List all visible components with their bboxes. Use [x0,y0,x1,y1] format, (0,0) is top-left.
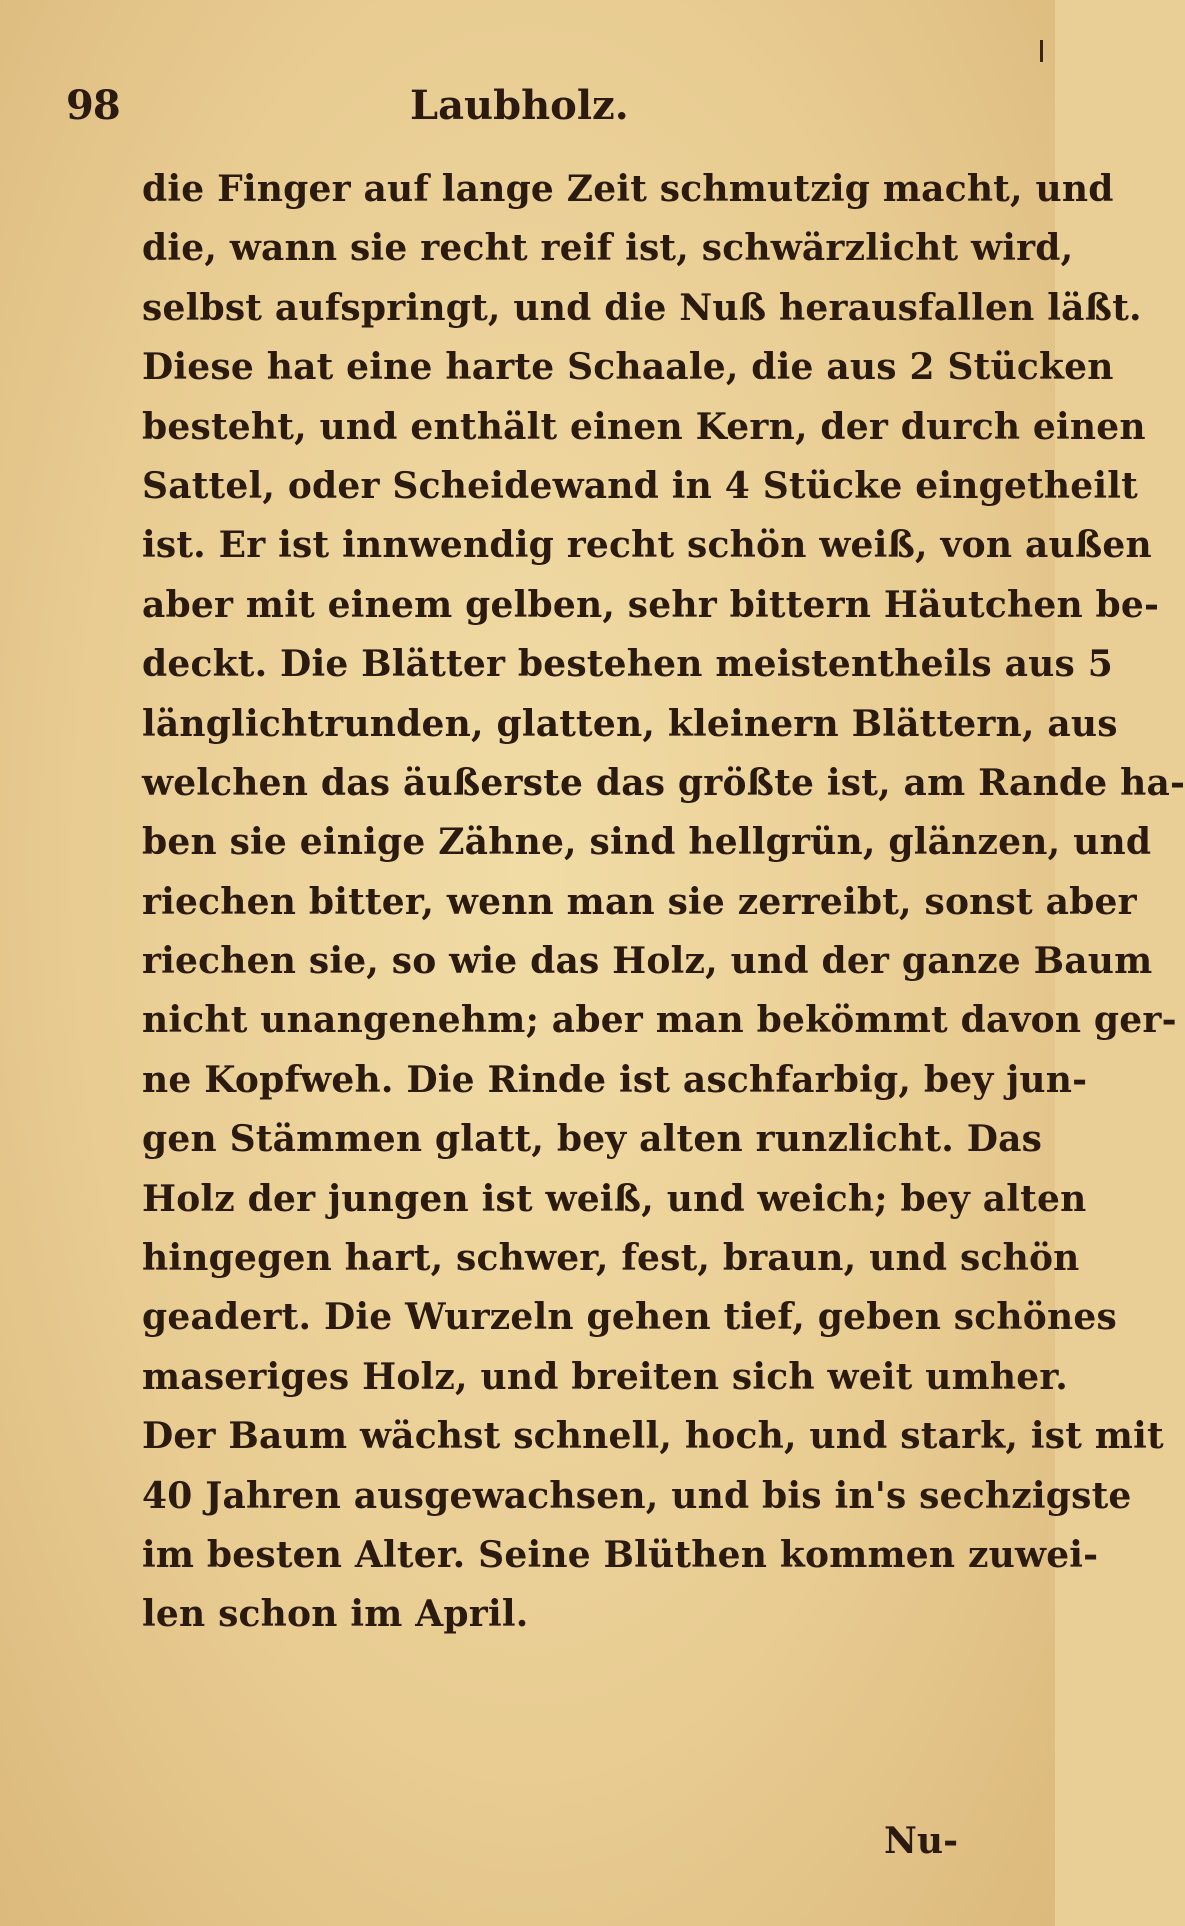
text-line: Holz der jungen ist weiß, und weich; bey alten [142,1177,1087,1220]
text-line: Diese hat eine harte Schaale, die aus 2 Stücken [142,346,1114,389]
text-line: Der Baum wächst schnell, hoch, und stark, ist mit [142,1415,1164,1458]
text-line: 40 Jahren ausgewachsen, und bis in's sechzigste [142,1474,1132,1517]
text-line: ist. Er ist innwendig recht schön weiß, von außen [142,524,1152,567]
page-header [66,82,966,134]
catchword: Nu- [884,1820,959,1862]
text-line: ne Kopfweh. Die Rinde ist aschfarbig, bey jun- [142,1058,1088,1101]
page-edge-mark [1040,40,1043,62]
text-line: maseriges Holz, und breiten sich weit umher. [142,1355,1068,1398]
text-line: hingegen hart, schwer, fest, braun, und schön [142,1237,1080,1280]
text-line: besteht, und enthält einen Kern, der durch einen [142,405,1146,448]
text-line: len schon im April. [142,1593,529,1636]
text-line: aber mit einem gelben, sehr bittern Häutchen be- [142,583,1160,626]
text-line: ben sie einige Zähne, sind hellgrün, glänzen, und [142,821,1152,864]
text-line: im besten Alter. Seine Blüthen kommen zuwei- [142,1533,1099,1576]
body-text [142,160,1185,1645]
text-line: deckt. Die Blätter bestehen meistentheils aus 5 [142,643,1113,686]
text-line: die Finger auf lange Zeit schmutzig macht, und [142,168,1114,210]
text-line: Sattel, oder Scheidewand in 4 Stücke eingetheilt [142,464,1138,507]
text-line: welchen das äußerste das größte ist, am Rande ha- [142,761,1185,804]
text-line: geadert. Die Wurzeln gehen tief, geben schönes [142,1296,1117,1339]
text-line: selbst aufspringt, und die Nuß herausfallen läßt. [142,286,1142,329]
text-line: nicht unangenehm; aber man bekömmt davon ger- [142,999,1177,1042]
text-line: die, wann sie recht reif ist, schwärzlicht wird, [142,227,1074,270]
page-number: 98 [66,82,120,129]
running-head: Laubholz. [410,82,629,129]
text-line: riechen sie, so wie das Holz, und der ganze Baum [142,940,1153,983]
text-line: länglichtrunden, glatten, kleinern Blättern, aus [142,702,1118,745]
text-line: gen Stämmen glatt, bey alten runzlicht. Das [142,1118,1043,1161]
text-line: riechen bitter, wenn man sie zerreibt, sonst aber [142,880,1137,923]
